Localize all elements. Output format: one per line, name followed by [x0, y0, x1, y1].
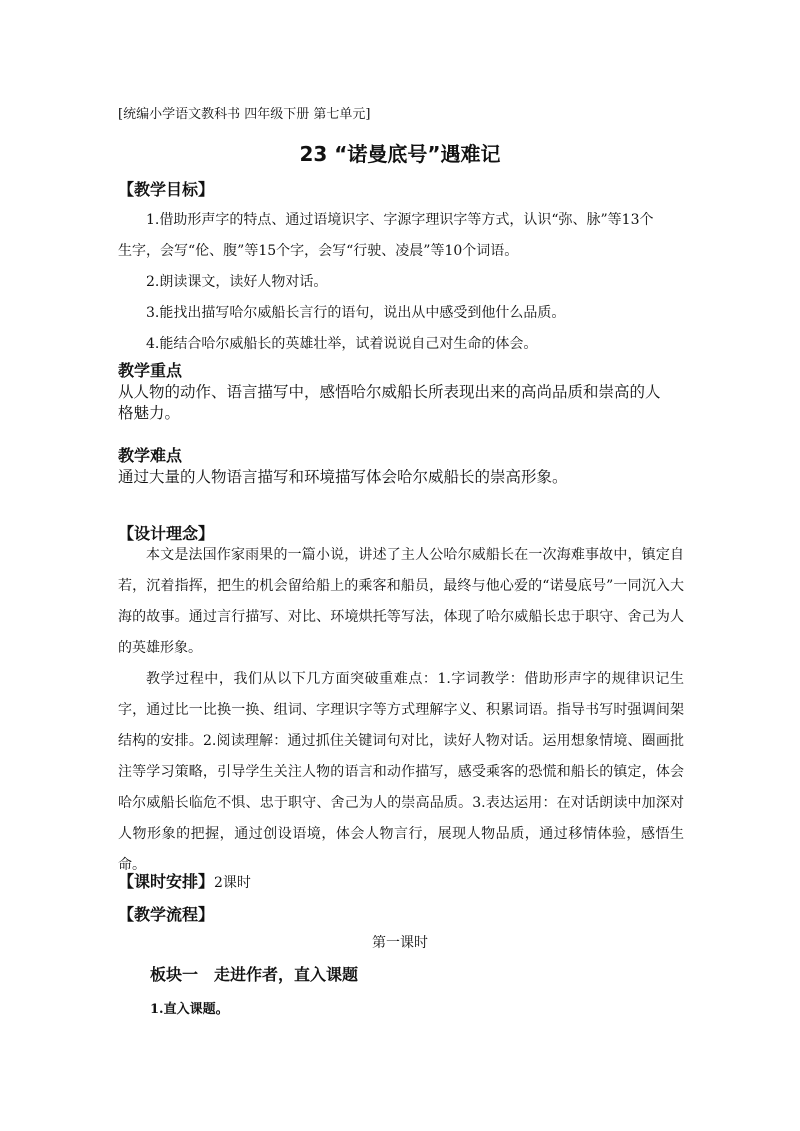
design-paragraph-2: 教学过程中，我们从以下几方面突破重难点：1.字词教学：借助形声字的规律识记生字，通过比一比换一换、组词、字理识字等方式理解字义、积累词语。指导书写时强调间架结构的安排。2.阅读理解：通过抓住关键词句对比，读好人物对话。运用想象情境、圈画批注等学习策略，引导学生关注人物的语言和动作描写，感受乘客的恐慌和船长的镇定，体会哈尔威船长临危不惧、忠于职守、舍己为人的崇高品质。3.表达运用：在对话朗读中加深对人物形象的把握，通过创设语境，体会人物言行，展现人物品质，通过移情体验，感悟生命。: [118, 671, 684, 873]
objective-3: 3.能找出描写哈尔威船长言行的语句，说出从中感受到他什么品质。: [146, 305, 566, 321]
textbook-series-line: [统编小学语文教科书 四年级下册 第七单元]: [118, 107, 371, 122]
design-heading: 【设计理念】: [118, 524, 215, 543]
design-paragraph-1: 本文是法国作家雨果的一篇小说，讲述了主人公哈尔威船长在一次海难事故中，镇定自若，沉着指挥，把生的机会留给船上的乘客和船员，最终与他心爱的“诺曼底号”一同沉入大海的故事。通过言行描写、对比、环境烘托等写法，体现了哈尔威船长忠于职守、舍己为人的英雄形象。: [118, 547, 684, 656]
key-points-line-2: 格魅力。: [118, 404, 181, 422]
schedule-value: 2课时: [214, 875, 251, 891]
step-heading: 1.直入课题。: [150, 1002, 229, 1017]
lesson-title: 23 “诺曼底号”遇难记: [299, 142, 501, 166]
objective-2: 2.朗读课文，读好人物对话。: [146, 274, 328, 290]
objective-4: 4.能结合哈尔威船长的英雄壮举，试着说说自己对生命的体会。: [146, 336, 538, 352]
module-heading: 板块一 走进作者，直入课题: [150, 965, 359, 984]
objectives-heading: 【教学目标】: [118, 180, 215, 199]
key-points-heading: 教学重点: [118, 361, 183, 380]
process-heading: 【教学流程】: [118, 905, 215, 924]
difficulties-line-1: 通过大量的人物语言描写和环境描写体会哈尔威船长的崇高形象。: [118, 468, 568, 486]
period-title: 第一课时: [372, 935, 428, 951]
difficulties-heading: 教学难点: [118, 446, 183, 465]
schedule-line: [118, 869, 251, 892]
schedule-heading: 【课时安排】: [118, 872, 215, 891]
objective-1-line-2: 生字，会写“伦、腹”等15个字，会写“行驶、凌晨”等10个词语。: [118, 243, 519, 259]
key-points-line-1: 从人物的动作、语言描写中，感悟哈尔威船长所表现出来的高尚品质和崇高的人: [118, 383, 661, 401]
objective-1-line-1: 1.借助形声字的特点、通过语境识字、字源字理识字等方式，认识“弥、脉”等13个: [146, 212, 654, 228]
